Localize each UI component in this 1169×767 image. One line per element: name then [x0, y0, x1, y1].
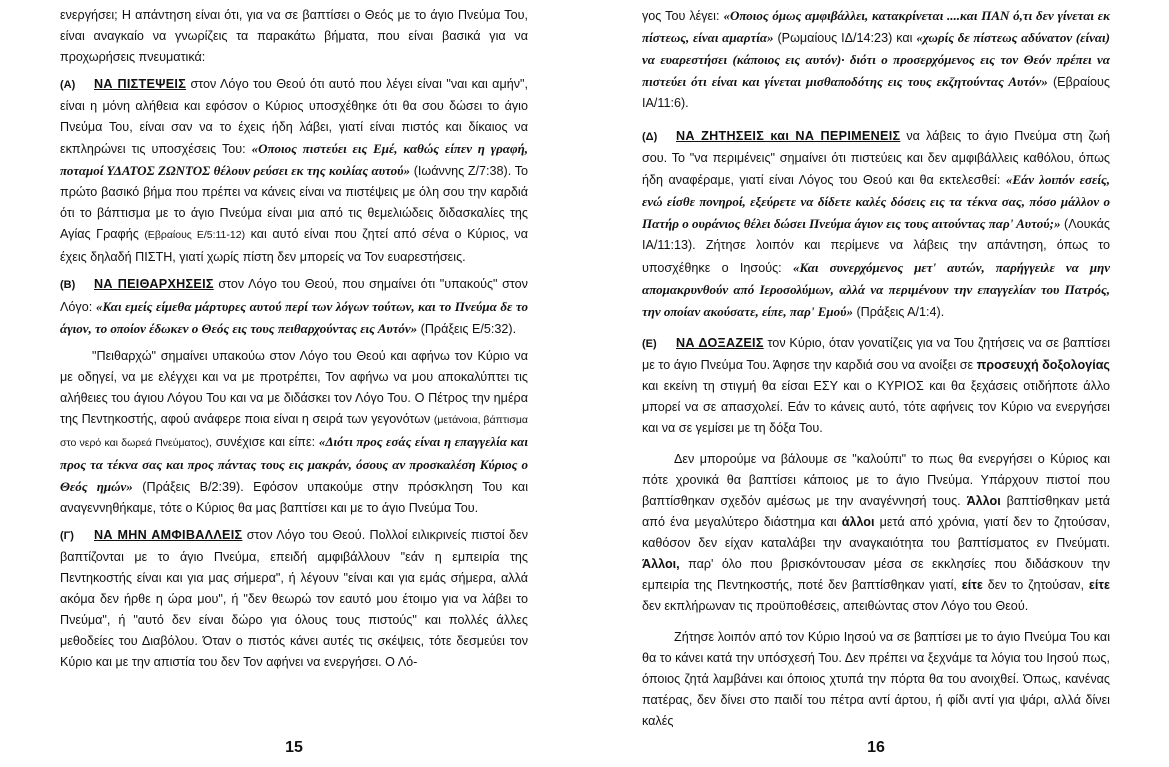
scripture-quote: «χωρίς δε πίστεως αδύνατον (είναι) να ευαρεστήσει (κάποιος εις αυτόν)· διότι ο προσερχόμενος εις τον Θεόν πρέπει να πιστεύει ότι είναι και γίνεται μισθαποδότης εις τους εκζητούντας Αυτόν»	[642, 30, 1110, 90]
timing-paragraph: Δεν μπορούμε να βάλουμε σε "καλούπι" το πως θα ενεργήσει ο Κύριος και πότε χρονικά θα βαπτίσει κάποιος με το άγιο Πνεύμα. Υπάρχουν πιστοί που βαπτίσθηκαν σχεδόν αμέσως με την αναγέννησή τους. Άλλοι βαπτίσθηκαν μετά από ένα μεγαλύτερο διάστημα και άλλοι μετά από χρόνια, γιατί δεν το ζητούσαν, καθόσον δεν είχαν καταλάβει την αναγκαιότητα του βαπτίσματος εν Πνεύματι. Άλλοι, παρ' όλο που βρισκόντουσαν μέσα σε εκκλησίες που διδάσκουν την εμπειρία της Πεντηκοστής, ποτέ δεν βαπτίσθηκαν γιατί, είτε δεν το ζητούσαν, είτε δεν εκπλήρωναν τις προϋποθέσεις, απειθώντας στον Λόγο του Θεού.	[642, 451, 1110, 614]
page-left-text	[60, 5, 528, 673]
obey-paragraph: "Πειθαρχώ" σημαίνει υπακούω στον Λόγο του Θεού και αφήνω τον Κύριο να με οδηγεί, να με ελέγχει και να με προτρέπει, Τον αφήνω να μου αποκαλύπτει τις αλήθειες του άγιου Λόγου Του και να με διδάσκει τον Λόγο Του. Ο Πέτρος την ημέρα της Πεντηκοστής, αφού ανάφερε ποια είναι η σειρά των γεγονότων (μετάνοια, βάπτισμα στο νερό και δωρεά Πνεύματος), συνέχισε και είπε: «Διότι προς εσάς είναι η επαγγελία και προς τα τέκνα σας και προς πάντας τους εις μακράν, όσους αν προσκαλέση Κύριος ο Θεός ημών» (Πράξεις Β/2:39). Εφόσον υπακούμε στην πρόσκληση Του και αναγεννηθήκαμε, τότε ο Κύριος θα μας βαπτίσει και με το άγιο Πνεύμα Του.	[60, 348, 528, 516]
page-right-text	[642, 5, 1110, 733]
page-number: 16	[867, 739, 885, 756]
step-label: (Γ)	[60, 530, 74, 543]
scripture-ref: (Λουκάς ΙΑ/11:13).	[642, 217, 1110, 253]
emphasis: Άλλοι,	[642, 557, 680, 572]
scripture-quote: «Οποιος όμως αμφιβάλλει, κατακρίνεται ....και ΠΑΝ ό,τι δεν γίνεται εκ πίστεως, είναι αμαρτία»	[642, 8, 1110, 46]
step-label: (Ε)	[642, 337, 657, 350]
step-c-paragraph: (Γ) ΝΑ ΜΗΝ ΑΜΦΙΒΑΛΛΕΙΣ στον Λόγο του Θεού. Πολλοί ειλικρινείς πιστοί δεν βαπτίζονται με το άγιο Πνεύμα, επειδή αμφιβάλλουν "εάν η εμπειρία της Πεντηκοστής είναι και για μας σήμερα", ή λέγουν "είναι και για εμάς σήμερα, αλλά ακόμα δεν ήρθε η ώρα μου", ή "δεν θεωρώ τον εαυτό μου έτοιμο για να λάβει το Πνεύμα", ή "αυτό δεν είναι δώρο για όλους τους πιστούς" και πολλές άλλες μεθοδείες του Διαβόλου. Όταν ο πιστός κάνει αυτές τις σκέψεις, τότε δεσμεύει τον Κύριο και με την απιστία του δεν Τον αφήνει να ενεργήσει. Ο Λό-	[60, 528, 528, 670]
scripture-ref: (Πράξεις Ε/5:32).	[417, 321, 517, 336]
scripture-quote: «Διότι προς εσάς είναι η επαγγελία και προς τα τέκνα σας και προς πάντας τους εις μακράν, όσους αν προσκαλέση Κύριος ο Θεός ημών»	[60, 433, 528, 494]
scripture-quote: «Οποιος πιστεύει εις Εμέ, καθώς είπεν η γραφή, ποταμοί ΥΔΑΤΟΣ ΖΩΝΤΟΣ θέλουν ρεύσει εκ της κοιλίας αυτού»	[60, 141, 528, 179]
emphasis: Άλλοι	[966, 493, 1001, 508]
scripture-quote: «Και συνερχόμενος μετ' αυτών, παρήγγειλε να μην απομακρυνθούν από Ιεροσολύμων, αλλά να περιμένουν την επαγγελίαν του Πατρός, την οποίαν ακούσατε, είπε, παρ' Εμού»	[642, 259, 1110, 319]
parenthetical-note: (μετάνοια, βάπτισμα στο νερό και δωρεά Πνεύματος),	[60, 413, 528, 449]
scripture-ref: (Εβραίους ΙΑ/11:6).	[642, 75, 1110, 111]
step-e-paragraph: (Ε) ΝΑ ΔΟΞΑΖΕΙΣ τον Κύριο, όταν γονατίζεις για να Του ζητήσεις να σε βαπτίσει με το άγιο Πνεύμα Του. Άφησε την καρδιά σου να ανοίξει σε προσευχή δοξολογίας και εκείνη τη στιγμή θα είσαι ΕΣΥ και ο ΚΥΡΙΟΣ και θα ξεχάσεις οτιδήποτε άλλο μπορεί να σε απασχολεί. Εάν το κάνεις αυτό, τότε αφήνεις τον Κύριο να ενεργήσει και να σε γεμίσει με τη δόξα Του.	[642, 335, 1110, 435]
step-heading: ΝΑ ΠΙΣΤΕΨΕΙΣ	[94, 77, 187, 92]
scripture-quote: «Και εμείς είμεθα μάρτυρες αυτού περί των λόγων τούτων, και το Πνεύμα δε το άγιον, το οποίον έδωκεν ο Θεός εις τους πειθαρχούντας εις Αυτόν»	[60, 298, 528, 336]
page-right	[642, 0, 1110, 767]
emphasis: άλλοι	[841, 515, 875, 530]
step-b-paragraph: (Β) ΝΑ ΠΕΙΘΑΡΧΗΣΕΙΣ στον Λόγο του Θεού, που σημαίνει ότι "υπακούς" στον Λόγο: «Και εμείς είμεθα μάρτυρες αυτού περί των λόγων τούτων, και το Πνεύμα δε το άγιον, το οποίον έδωκεν ο Θεός εις τους πειθαρχούντας εις Αυτόν» (Πράξεις Ε/5:32).	[60, 276, 528, 336]
ask-paragraph: Ζήτησε λοιπόν από τον Κύριο Ιησού να σε βαπτίσει με το άγιο Πνεύμα Του και θα το κάνει κατά την υπόσχεσή Του. Δεν πρέπει να ξεχνάμε τα λόγια του Ιησού πως, όποιος ζητά λαμβάνει και όποιος χτυπά την πόρτα θα του ανοιχθεί. Όπως, κανένας πατέρας, δεν δίνει στο παιδί του πέτρα αντί άρτου, ή φίδι αντί για ψάρι, αλλά δίνει καλές	[642, 630, 1110, 729]
intro-paragraph: ενεργήσει; Η απάντηση είναι ότι, για να σε βαπτίσει ο Θεός με το άγιο Πνεύμα Του, είναι αναγκαίο να γνωρίζεις τα παρακάτω βήματα, που είναι βασικά για να προχωρήσεις πνευματικά:	[60, 8, 528, 65]
step-heading: ΝΑ ΠΕΙΘΑΡΧΗΣΕΙΣ	[94, 276, 214, 291]
scripture-quote: «Εάν λοιπόν εσείς, ενώ είσθε πονηροί, εξεύρετε να δίδετε καλές δόσεις εις τα τέκνα σας, πόσο μάλλον ο Πατήρ ο ουράνιος θέλει δώσει Πνεύμα άγιον εις τους αιτούντας παρ' Αυτού;»	[642, 172, 1110, 232]
step-label: (Δ)	[642, 131, 658, 144]
step-heading: ΝΑ ΔΟΞΑΖΕΙΣ	[676, 335, 764, 350]
scripture-ref: (Πράξεις Β/2:39).	[132, 479, 244, 494]
scripture-ref: (Ρωμαίους ΙΔ/14:23)	[773, 31, 893, 46]
step-a-paragraph: (Α) ΝΑ ΠΙΣΤΕΨΕΙΣ στον Λόγο του Θεού ότι αυτό που λέγει είναι "ναι και αμήν", είναι η μόνη αλήθεια και εφόσον ο Κύριος υποσχέθηκε ότι θα σου δώσει το άγιο Πνεύμα Του, είναι σαν να το έχεις ήδη λάβει, γιατί είναι πιστός και δίκαιος να εκπληρώνει τις υποσχέσεις Του: «Οποιος πιστεύει εις Εμέ, καθώς είπεν η γραφή, ποταμοί ΥΔΑΤΟΣ ΖΩΝΤΟΣ θέλουν ρεύσει εκ της κοιλίας αυτού» (Ιωάννης Ζ/7:38). Το πρώτο βασικό βήμα που πρέπει να κάνεις είναι να πιστέψεις με όλη σου την καρδιά ότι το βάπτισμα με το άγιο Πνεύμα είναι μια από τις θεμελιώδεις διδασκαλίες της Αγίας Γραφής (Εβραίους Ε/5:11-12) και αυτό είναι που ζητεί από σένα ο Κύριος, να έχεις δηλαδή ΠΙΣΤΗ, γιατί χωρίς πίστη δεν μπορείς να Τον ευαρεστήσεις.	[60, 77, 529, 264]
emphasis: είτε	[961, 578, 983, 593]
page-number: 15	[285, 739, 303, 756]
emphasis: προσευχή δοξολογίας	[976, 357, 1110, 372]
emphasis: είτε	[1088, 578, 1110, 593]
scripture-ref: (Ιωάννης Ζ/7:38).	[410, 164, 512, 179]
page-left	[60, 0, 528, 767]
step-label: (Α)	[60, 79, 76, 92]
step-heading: ΝΑ ΖΗΤΗΣΕΙΣ και ΝΑ ΠΕΡΙΜΕΝΕΙΣ	[676, 129, 901, 144]
scripture-ref: (Πράξεις Α/1:4).	[852, 304, 945, 319]
step-label: (Β)	[60, 278, 76, 291]
step-d-paragraph: (Δ) ΝΑ ΖΗΤΗΣΕΙΣ και ΝΑ ΠΕΡΙΜΕΝΕΙΣ να λάβεις το άγιο Πνεύμα στη ζωή σου. Το "να περιμένεις" σημαίνει ότι πιστεύεις και δεν αμφιβάλλεις καθόλου, όπως ήδη αναφέραμε, γιατί είναι Λόγος του Θεού και θα εκτελεσθεί: «Εάν λοιπόν εσείς, ενώ είσθε πονηροί, εξεύρετε να δίδετε καλές δόσεις εις τα τέκνα σας, πόσο μάλλον ο Πατήρ ο ουράνιος θέλει δώσει Πνεύμα άγιον εις τους αιτούντας παρ' Αυτού;» (Λουκάς ΙΑ/11:13). Ζήτησε λοιπόν και περίμενε να λάβεις την απάντηση, όπως το υποσχέθηκε ο Ιησούς: «Και συνερχόμενος μετ' αυτών, παρήγγειλε να μην απομακρυνθούν από Ιεροσολύμων, αλλά να περιμένουν την επαγγελίαν του Πατρός, την οποίαν ακούσατε, είπε, παρ' Εμού» (Πράξεις Α/1:4).	[642, 129, 1110, 319]
step-heading: ΝΑ ΜΗΝ ΑΜΦΙΒΑΛΛΕΙΣ	[94, 528, 243, 543]
scripture-ref: (Εβραίους Ε/5:11-12)	[144, 229, 246, 242]
continuation-paragraph: γος Του λέγει: «Οποιος όμως αμφιβάλλει, κατακρίνεται ....και ΠΑΝ ό,τι δεν γίνεται εκ πίστεως, είναι αμαρτία» (Ρωμαίους ΙΔ/14:23) και «χωρίς δε πίστεως αδύνατον (είναι) να ευαρεστήσει (κάποιος εις αυτόν)· διότι ο προσερχόμενος εις τον Θεόν πρέπει να πιστεύει ότι είναι και γίνεται μισθαποδότης εις τους εκζητούντας Αυτόν» (Εβραίους ΙΑ/11:6).	[642, 8, 1110, 111]
